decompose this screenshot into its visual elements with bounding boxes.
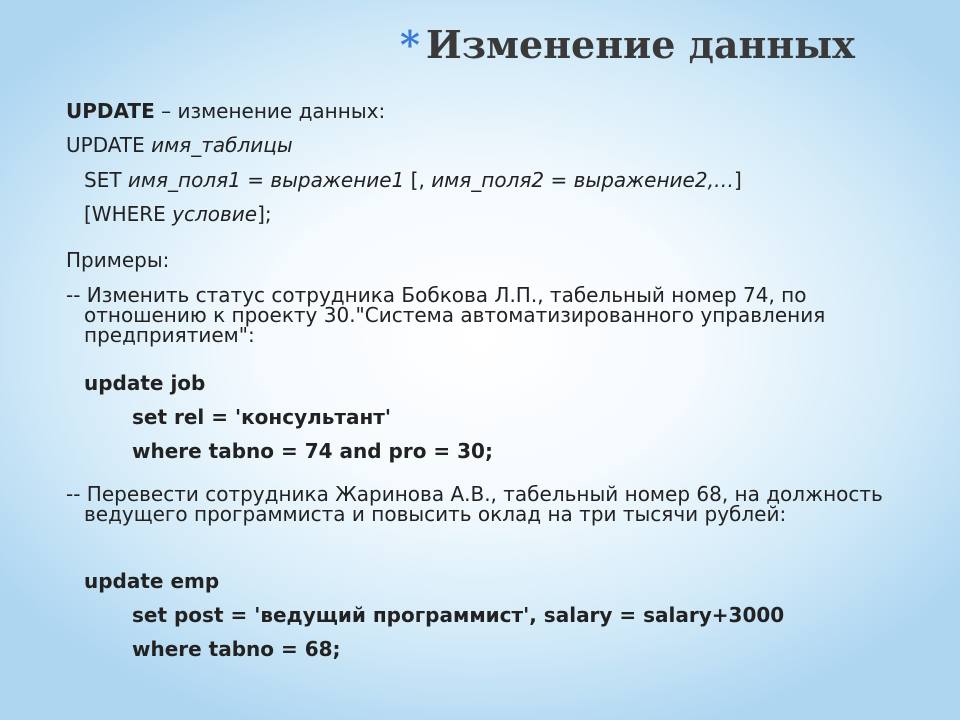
table-name-placeholder: имя_таблицы	[151, 133, 293, 157]
example2-code-line-1: update emp	[84, 569, 220, 593]
bracket-open: [,	[404, 168, 432, 192]
example2-comment: -- Перевести сотрудника Жаринова А.В., табельный номер 68, на должность ведущего программиста и повысить оклад на три тысячи рублей:	[66, 482, 883, 526]
title-text: Изменение данных	[425, 22, 855, 67]
example2-code-line-3: where tabno = 68;	[132, 637, 341, 661]
syntax-line-2	[66, 134, 293, 157]
keyword-update: UPDATE	[66, 99, 155, 123]
syntax-description: – изменение данных:	[154, 99, 386, 123]
syntax-line-3	[84, 169, 742, 192]
keyword-set: SET	[84, 168, 128, 192]
title-asterisk: *	[400, 22, 420, 67]
keyword-update-plain: UPDATE	[66, 133, 152, 157]
bracket-close: ]	[733, 168, 742, 192]
example2-code-line-2: set post = 'ведущий программист', salary = salary+3000	[132, 603, 785, 627]
syntax-line-1	[66, 100, 385, 123]
example1-code-line-1: update job	[84, 371, 206, 395]
field2-expression: имя_поля2 = выражение2,…	[431, 168, 734, 192]
condition-placeholder: условие	[172, 202, 258, 226]
example1-comment: -- Изменить статус сотрудника Бобкова Л.П., табельный номер 74, по отношению к проекту 30."Система автоматизированного управления предприятием":	[66, 283, 826, 347]
examples-heading: Примеры:	[66, 248, 170, 272]
syntax-line-4	[84, 203, 272, 226]
keyword-where: [WHERE	[84, 202, 173, 226]
example1-code-line-3: where tabno = 74 and pro = 30;	[132, 439, 493, 463]
field1-expression: имя_поля1 = выражение1	[127, 168, 405, 192]
where-close: ];	[257, 202, 272, 226]
slide-title	[400, 22, 855, 68]
example1-code-line-2: set rel = 'консультант'	[132, 405, 392, 429]
